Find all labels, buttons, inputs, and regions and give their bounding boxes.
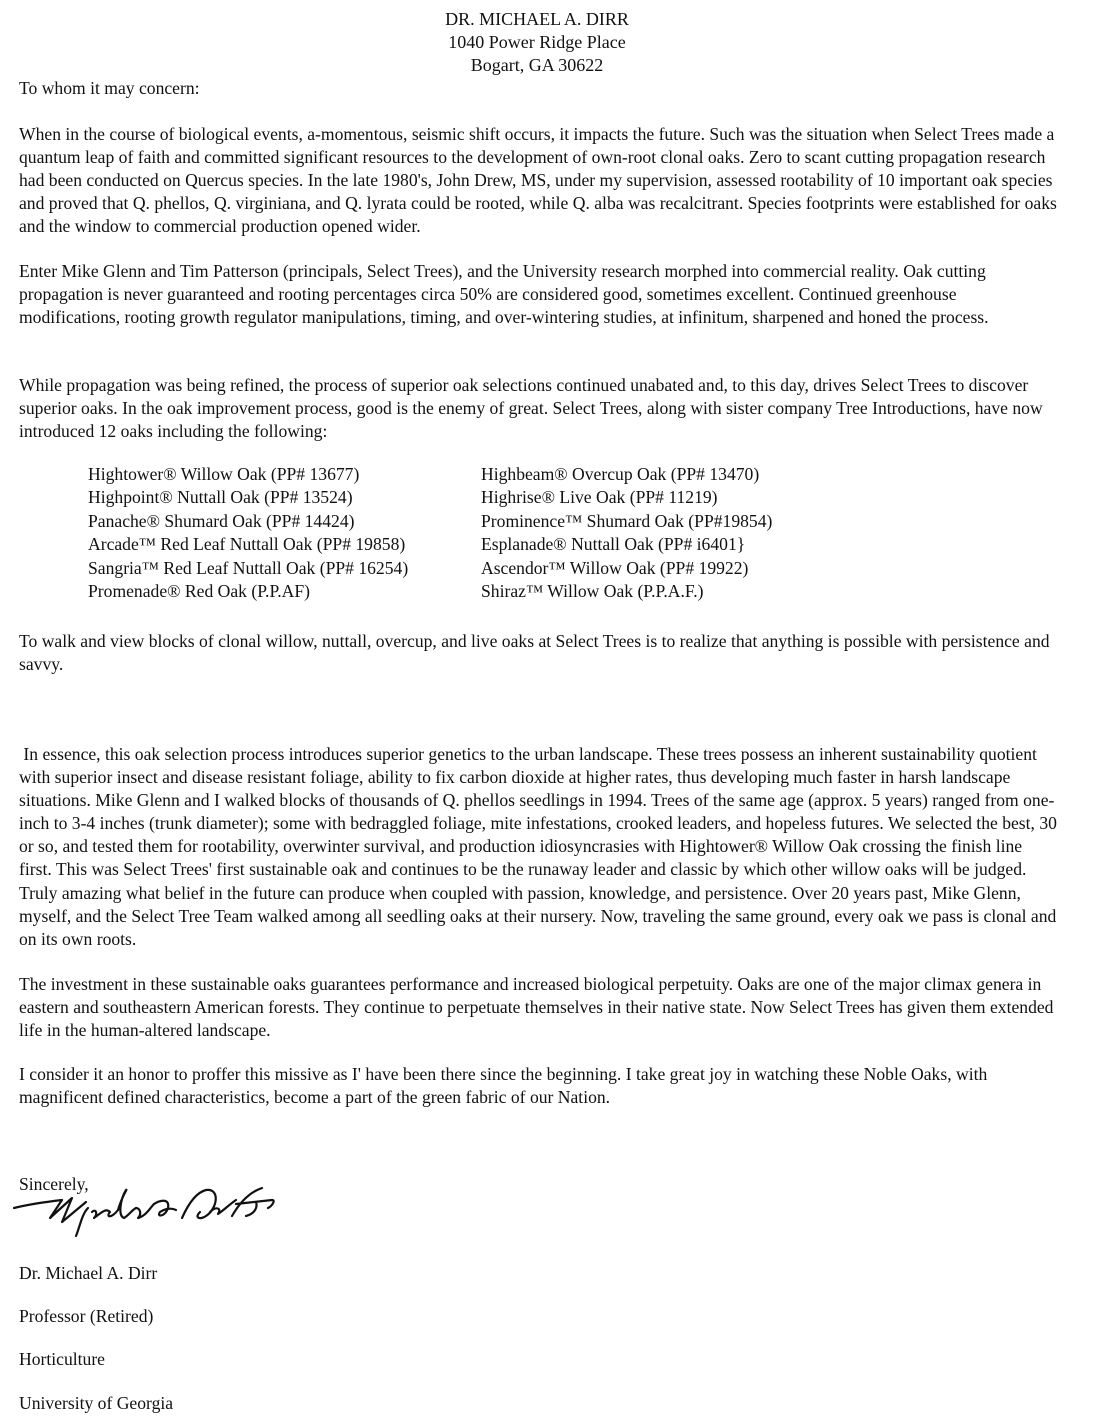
paragraph-1	[19, 123, 1059, 238]
oak-list-item: Panache® Shumard Oak (PP# 14424)	[88, 510, 355, 531]
oak-list-row	[88, 463, 848, 486]
letterhead-city: Bogart, GA 30622	[470, 55, 604, 75]
oak-list-item: Promenade® Red Oak (P.P.AF)	[88, 580, 311, 601]
oak-list-item: Highbeam® Overcup Oak (PP# 13470)	[481, 464, 760, 484]
signer-name: Dr. Michael A. Dirr	[19, 1263, 158, 1283]
letterhead	[0, 8, 1098, 77]
oak-list-item: Hightower® Willow Oak (PP# 13677)	[88, 464, 360, 484]
paragraph-2	[19, 260, 1059, 329]
signer-title: Professor (Retired)	[19, 1306, 154, 1326]
paragraph-7-text: The investment in these sustainable oaks guarantees performance and increased biological perpetuity. Oaks are one of the major climax genera in eastern and southeastern American forests. They continue to perpetuate themselves in their native state. Now Select Trees has given them extended life in the human-altered landscape.	[19, 974, 1054, 1040]
closing: Sincerely,	[19, 1174, 89, 1194]
paragraph-6-text: Truly amazing what belief in the future can produce when coupled with passion, knowledge, and persistence. Over 20 years past, Mike Glenn, myself, and the Select Tree Team walked among all seedling oaks at their nursery. Now, traveling the same ground, every oak we pass is clonal and on its own roots.	[19, 883, 1057, 949]
oak-list	[88, 463, 848, 603]
paragraph-5-text: In essence, this oak selection process introduces superior genetics to the urban landscape. These trees possess an inherent sustainability quotient with superior insect and disease resistant foliage, ability to fix carbon dioxide at higher rates, thus developing much faster in harsh landscape situations. Mike Glenn and I walked blocks of thousands of Q. phellos seedlings in 1994. Trees of the same age (approx. 5 years) ranged from one-inch to 3-4 inches (trunk diameter); some with bedraggled foliage, mite infestations, crooked leaders, and hopeless futures. We selected the best, 30 or so, and tested them for rootability, overwinter survival, and production idiosyncrasies with Hightower® Willow Oak crossing the finish line first. This was Select Trees' first sustainable oak and continues to be the runaway leader and classic by which other willow oaks will be judged.	[19, 744, 1062, 879]
letterhead-name: DR. MICHAEL A. DIRR	[445, 9, 629, 29]
letterhead-street: 1040 Power Ridge Place	[448, 32, 626, 52]
handwritten-signature	[10, 1178, 290, 1248]
oak-list-item: Arcade™ Red Leaf Nuttall Oak (PP# 19858)	[88, 534, 406, 555]
paragraph-4-text: To walk and view blocks of clonal willow, nuttall, overcup, and live oaks at Select Trees is to realize that anything is possible with persistence and savvy.	[19, 631, 1050, 674]
paragraph-7	[19, 973, 1059, 1042]
oak-list-row	[88, 580, 848, 603]
paragraph-8-text: I consider it an honor to proffer this missive as I' have been there since the beginning. I take great joy in watching these Noble Oaks, with magnificent defined characteristics, become a part of the green fabric of our Nation.	[19, 1064, 988, 1107]
paragraph-5	[19, 697, 1062, 904]
signer-institution: University of Georgia	[19, 1393, 174, 1413]
oak-list-item: Esplanade® Nuttall Oak (PP# i6401}	[481, 534, 746, 555]
paragraph-6	[19, 882, 1059, 951]
signer-department: Horticulture	[19, 1349, 105, 1369]
salutation: To whom it may concern:	[19, 78, 200, 98]
paragraph-8	[19, 1063, 1059, 1109]
paragraph-2-text: Enter Mike Glenn and Tim Patterson (principals, Select Trees), and the University research morphed into commercial reality. Oak cutting propagation is never guaranteed and rooting percentages circa 50% are considered good, sometimes excellent. Continued greenhouse modifications, rooting growth regulator manipulations, timing, and over-wintering studies, at infinitum, sharpened and honed the process.	[19, 261, 989, 327]
paragraph-3-text: While propagation was being refined, the process of superior oak selections continued unabated and, to this day, drives Select Trees to discover superior oaks. In the oak improvement process, good is the enemy of great. Select Trees, along with sister company Tree Introductions, have now introduced 12 oaks including the following:	[19, 375, 1043, 441]
oak-list-item: Shiraz™ Willow Oak (P.P.A.F.)	[481, 580, 704, 601]
paragraph-3	[19, 374, 1059, 443]
oak-list-item: Sangria™ Red Leaf Nuttall Oak (PP# 16254)	[88, 557, 409, 578]
oak-list-item: Prominence™ Shumard Oak (PP#19854)	[481, 510, 773, 531]
paragraph-1-text: When in the course of biological events, a-momentous, seismic shift occurs, it impacts the future. Such was the situation when Select Trees made a quantum leap of faith and committed significant resources to the development of own-root clonal oaks. Zero to scant cutting propagation research had been conducted on Quercus species. In the late 1980's, John Drew, MS, under my supervision, assessed rootability of 10 important oak species and proved that Q. phellos, Q. virginiana, and Q. lyrata could be rooted, while Q. alba was recalcitrant. Species footprints were established for oaks and the window to commercial production opened wider.	[19, 124, 1057, 236]
oak-list-item: Ascendor™ Willow Oak (PP# 19922)	[481, 557, 749, 578]
oak-list-row	[88, 486, 848, 509]
oak-list-row	[88, 557, 848, 580]
oak-list-row	[88, 533, 848, 556]
oak-list-item: Highpoint® Nuttall Oak (PP# 13524)	[88, 487, 353, 508]
paragraph-4	[19, 630, 1059, 676]
oak-list-item: Highrise® Live Oak (PP# 11219)	[481, 487, 718, 508]
oak-list-row	[88, 510, 848, 533]
